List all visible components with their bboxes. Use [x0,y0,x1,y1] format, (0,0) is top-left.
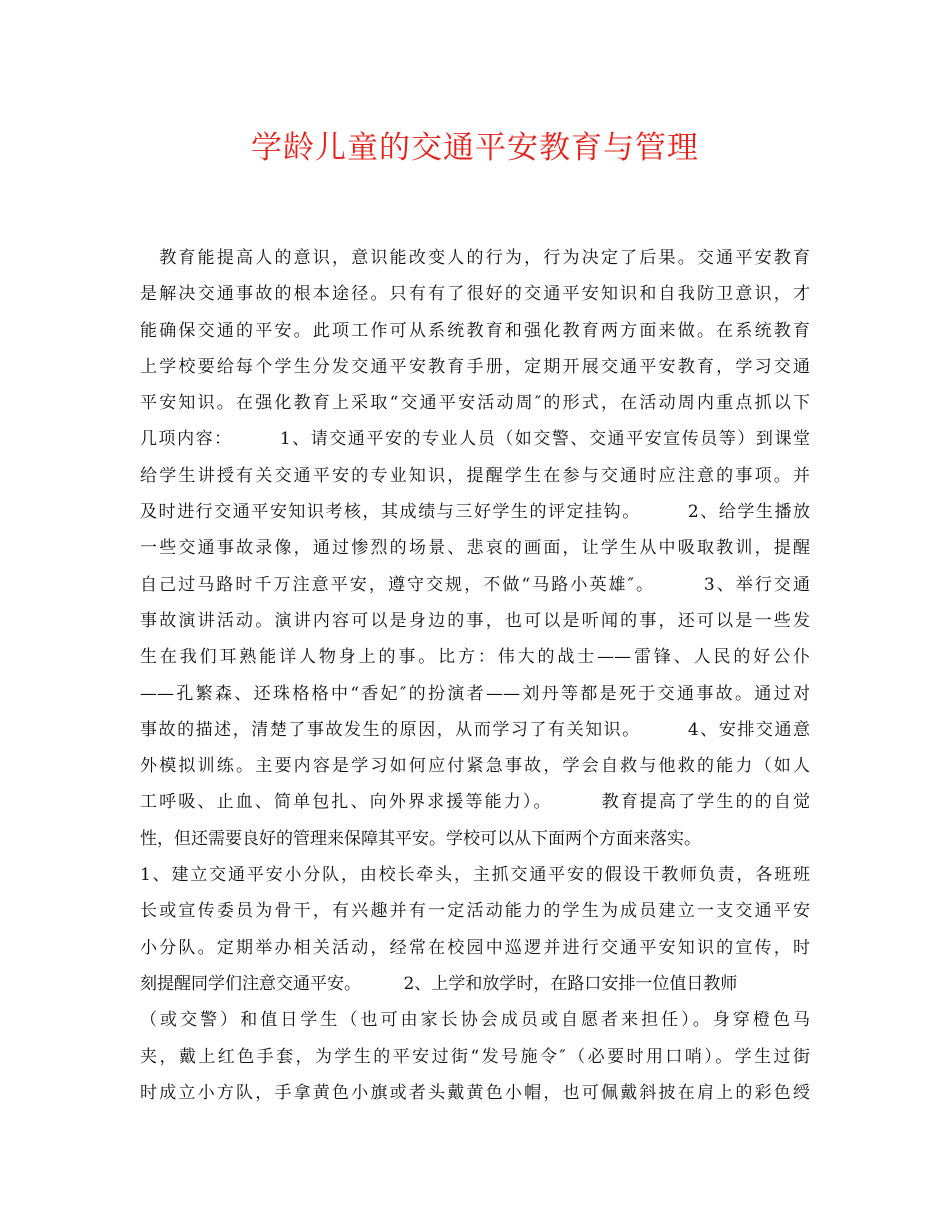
body-line: 平安知识。在强化教育上采取“交通平安活动周″的形式，在活动周内重点抓以下 [140,393,810,414]
body-line: 工呼吸、止血、简单包扎、向外界求援等能力）。 教育提高了学生的的自觉 [140,792,810,813]
body-line: 一些交通事故录像，通过惨烈的场景、悲哀的画面，让学生从中吸取教训，提醒 [140,538,810,559]
body-line: 夹，戴上红色手套，为学生的平安过街“发号施令″（必要时用口哨）。学生过街 [140,1046,810,1067]
body-line: 刻提醒同学们注意交通平安。 2、上学和放学时，在路口安排一位值日教师 [140,973,738,994]
body-line: 事故演讲活动。演讲内容可以是身边的事，也可以是听闻的事，还可以是一些发 [140,610,810,631]
document-body [140,240,810,1111]
body-line: 几项内容： 1、请交通平安的专业人员（如交警、交通平安宣传员等）到课堂 [140,429,810,450]
body-line: 自己过马路时千万注意平安，遵守交规，不做“马路小英雄″。 3、举行交通 [140,574,810,595]
body-line: 时成立小方队，手拿黄色小旗或者头戴黄色小帽，也可佩戴斜披在肩上的彩色绶 [140,1082,810,1103]
document-title: 学龄儿童的交通平安教育与管理 [251,130,699,166]
body-line: 给学生讲授有关交通平安的专业知识，提醒学生在参与交通时应注意的事项。并 [140,465,810,486]
body-line: ——孔繁森、还珠格格中“香妃″的扮演者——刘丹等都是死于交通事故。通过对 [140,683,810,704]
body-line: 是解决交通事故的根本途径。只有有了很好的交通平安知识和自我防卫意识，才 [140,284,810,305]
body-line: 性，但还需要良好的管理来保障其平安。学校可以从下面两个方面来落实。 [140,828,701,849]
body-line: （或交警）和值日学生（也可由家长协会成员或自愿者来担任）。身穿橙色马 [140,1010,810,1031]
body-line: 教育能提高人的意识，意识能改变人的行为，行为决定了后果。交通平安教育 [140,248,810,268]
body-line: 上学校要给每个学生分发交通平安教育手册，定期开展交通平安教育，学习交通 [140,356,810,377]
body-line: 及时进行交通平安知识考核，其成绩与三好学生的评定挂钩。 2、给学生播放 [140,502,810,523]
body-line: 事故的描述，清楚了事故发生的原因，从而学习了有关知识。 4、安排交通意 [140,719,810,740]
body-line: 小分队。定期举办相关活动，经常在校园中巡逻并进行交通平安知识的宣传，时 [140,937,810,958]
body-line: 1、建立交通平安小分队，由校长牵头，主抓交通平安的假设干教师负责，各班班 [140,865,810,886]
body-line: 外模拟训练。主要内容是学习如何应付紧急事故，学会自救与他救的能力（如人 [140,756,810,777]
body-line: 能确保交通的平安。此项工作可从系统教育和强化教育两方面来做。在系统教育 [140,320,810,341]
body-line: 生在我们耳熟能详人物身上的事。比方：伟大的战士——雷锋、人民的好公仆 [140,647,810,668]
body-line: 长或宣传委员为骨干，有兴趣并有一定活动能力的学生为成员建立一支交通平安 [140,901,810,922]
